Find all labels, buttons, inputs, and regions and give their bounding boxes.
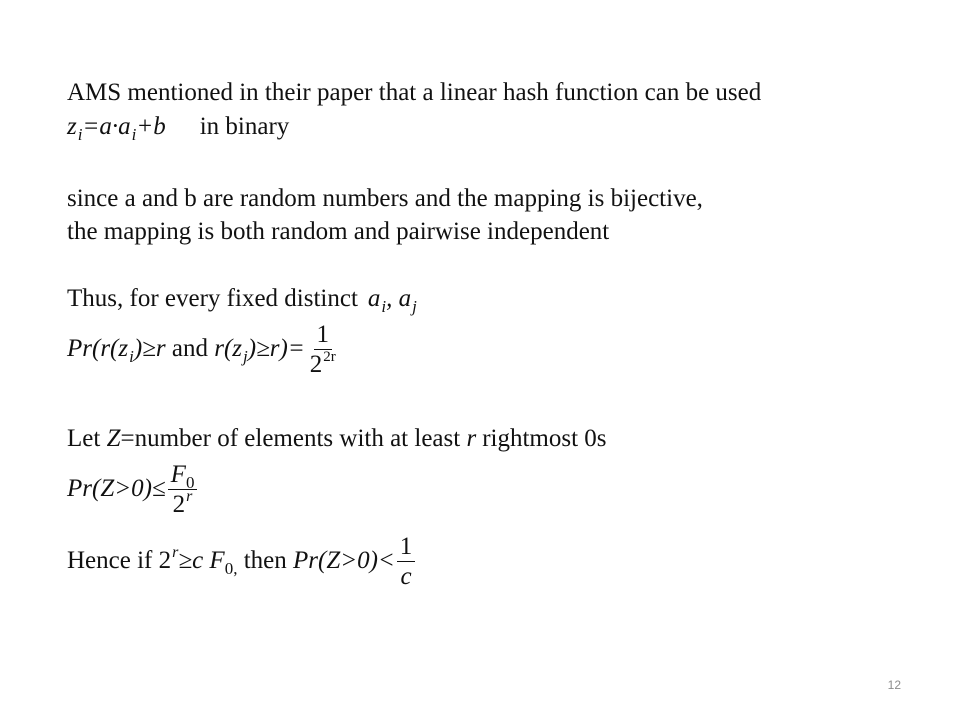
hence-lhs: Pr(Z>0)< — [293, 546, 395, 574]
hence-subscript: 0, — [224, 558, 238, 578]
probability-formula-2 — [67, 462, 199, 519]
thus-line — [67, 285, 417, 316]
pr2-num-subscript: 0 — [185, 473, 195, 492]
hence-two: 2 — [158, 546, 172, 574]
hash-z-subscript: i — [77, 125, 83, 144]
hash-formula-line — [67, 113, 290, 144]
thus-a: a — [367, 285, 381, 312]
bijective-sentence: since a and b are random numbers and the mapping is bijective, — [67, 185, 703, 212]
let-description: number of elements with at least — [134, 425, 461, 452]
let-rightmost: rightmost 0s — [482, 425, 607, 452]
pr2-numerator — [168, 462, 198, 490]
pr2-den-exponent: r — [186, 488, 193, 506]
hash-plus-b: +b — [136, 113, 166, 140]
let-equals: = — [120, 425, 135, 452]
hence-then: then — [243, 546, 287, 574]
let-Z: Z — [106, 425, 121, 452]
let-line — [67, 426, 607, 451]
thus-a-subscript-i: i — [381, 297, 387, 316]
hash-z: z — [67, 113, 77, 140]
probability-formula-1 — [67, 322, 341, 379]
hence-numerator: 1 — [397, 534, 416, 562]
hence-denominator: c — [400, 563, 412, 591]
pairwise-sentence: the mapping is both random and pairwise independent — [67, 218, 610, 245]
thus-text: Thus, for every fixed distinct — [67, 285, 358, 312]
hence-exponent: r — [172, 543, 179, 561]
hence-line — [67, 534, 417, 591]
pr1-subscript-j: j — [243, 346, 248, 366]
pr1-lhs-4: )≥r)= — [247, 334, 305, 362]
pr2-lhs: Pr(Z>0)≤ — [67, 474, 166, 502]
pr1-numerator: 1 — [314, 322, 333, 350]
pr1-subscript-i: i — [129, 346, 134, 366]
thus-a-subscript-j: j — [412, 297, 417, 316]
pr1-den-exponent: 2r — [323, 349, 336, 366]
pr2-den-base: 2 — [172, 491, 186, 519]
bijective-text — [67, 186, 703, 211]
intro-sentence: AMS mentioned in their paper that a linear hash function can be used — [67, 79, 762, 106]
thus-comma-a: , a — [386, 285, 412, 312]
hash-eq-a: =a·a — [82, 113, 131, 140]
pr1-lhs-3: r(z — [214, 334, 243, 362]
pr2-fraction — [168, 462, 198, 519]
let-r: r — [466, 425, 477, 452]
pr2-num-F: F — [170, 461, 186, 488]
let-text: Let — [67, 425, 101, 452]
hence-fraction — [397, 534, 416, 591]
hash-a-subscript: i — [131, 125, 137, 144]
pr1-den-base: 2 — [309, 351, 323, 379]
pr1-denominator — [307, 350, 339, 378]
pr2-denominator — [170, 490, 196, 518]
pairwise-text — [67, 219, 609, 244]
pr1-and: and — [171, 334, 208, 362]
pr1-lhs-2: )≥r — [133, 334, 166, 362]
hash-suffix: in binary — [199, 113, 290, 140]
intro-text — [67, 80, 761, 105]
hence-text: Hence if — [67, 546, 153, 574]
pr1-fraction — [307, 322, 339, 379]
hence-condition: ≥c F — [178, 546, 225, 574]
page-number: 12 — [887, 678, 901, 692]
pr1-lhs-1: Pr(r(z — [67, 334, 129, 362]
